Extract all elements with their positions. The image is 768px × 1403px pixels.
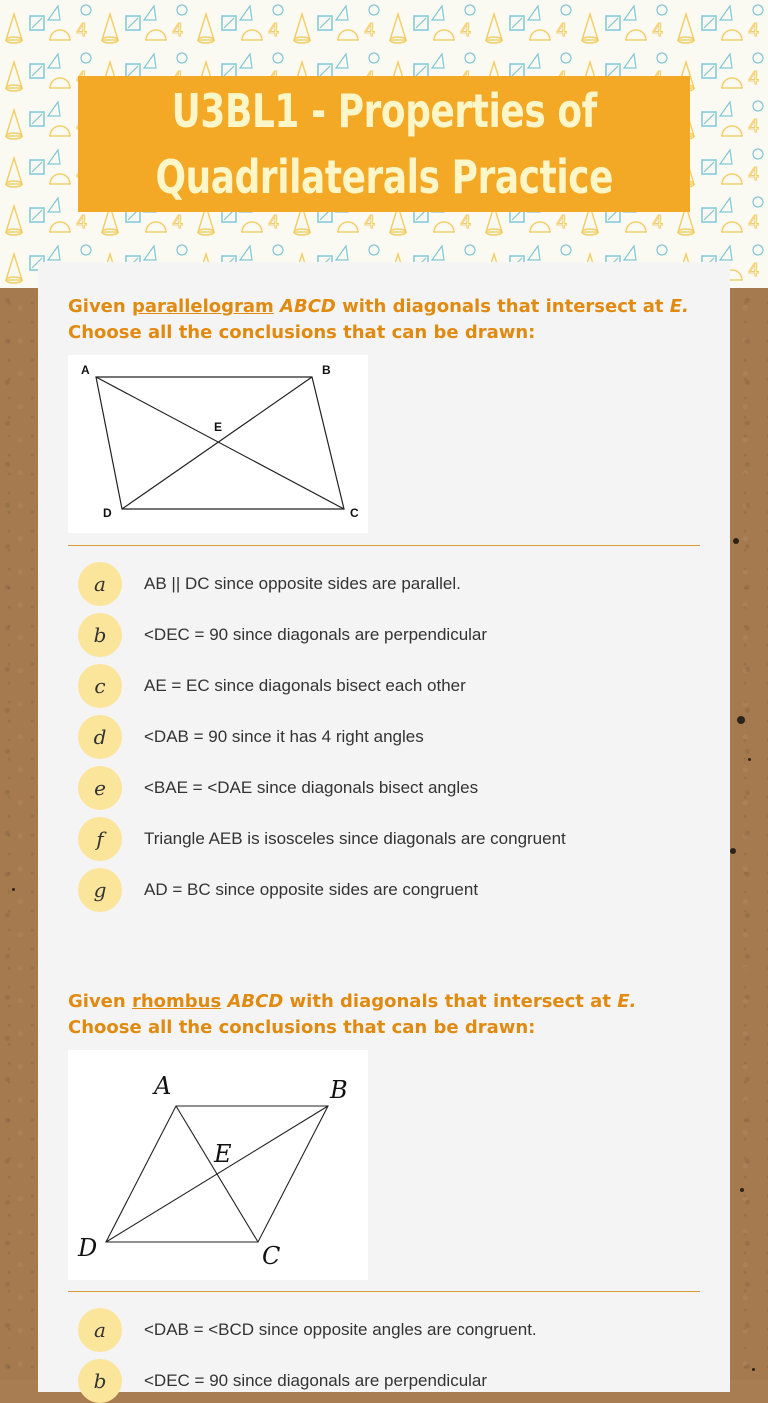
q1-option-b-text: <DEC = 90 since diagonals are perpendicular bbox=[144, 625, 488, 644]
label-d: D bbox=[103, 506, 112, 520]
label-b: B bbox=[322, 363, 331, 377]
diagonal-bd-2 bbox=[106, 1106, 328, 1242]
q2-name: ABCD bbox=[221, 991, 284, 1012]
q1-shape: parallelogram bbox=[131, 296, 274, 317]
title-line-2: Quadrilaterals Practice bbox=[155, 150, 613, 204]
label-c-2: C bbox=[262, 1242, 281, 1270]
q1-option-c-text: AE = EC since diagonals bisect each other bbox=[144, 676, 466, 695]
label-a: A bbox=[81, 363, 90, 377]
label-a-2: A bbox=[154, 1072, 172, 1100]
label-b-2: B bbox=[330, 1076, 348, 1104]
q1-option-c[interactable] bbox=[78, 664, 678, 708]
q1-option-b[interactable] bbox=[78, 613, 678, 657]
q1-option-a[interactable] bbox=[78, 562, 678, 606]
q1-option-f[interactable] bbox=[78, 817, 678, 861]
q1-option-f-text: Triangle AEB is isosceles since diagonals are congruent bbox=[144, 829, 566, 848]
q1-option-d-text: <DAB = 90 since it has 4 right angles bbox=[144, 727, 424, 746]
q1-option-g[interactable] bbox=[78, 868, 678, 912]
q1-option-a-bubble[interactable]: a bbox=[78, 562, 122, 606]
q1-name: ABCD bbox=[273, 296, 336, 317]
page-title bbox=[155, 78, 613, 210]
q1-option-e-bubble[interactable]: e bbox=[78, 766, 122, 810]
q2-shape: rhombus bbox=[131, 991, 222, 1012]
q1-option-d-bubble[interactable]: d bbox=[78, 715, 122, 759]
q2-option-a-text: <DAB = <BCD since opposite angles are congruent. bbox=[144, 1320, 537, 1339]
q2-option-b-text: <DEC = 90 since diagonals are perpendicular bbox=[144, 1371, 488, 1390]
q2-option-a-bubble[interactable]: a bbox=[78, 1308, 122, 1352]
title-line-1: U3BL1 - Properties of bbox=[171, 84, 597, 138]
rhombus-figure bbox=[68, 1050, 368, 1280]
q2-suffix: Choose all the conclusions that can be drawn: bbox=[68, 1017, 536, 1038]
q1-option-e[interactable] bbox=[78, 766, 678, 810]
q2-option-b-bubble[interactable]: b bbox=[78, 1359, 122, 1403]
question-2-divider bbox=[68, 1291, 700, 1292]
q1-option-d[interactable] bbox=[78, 715, 678, 759]
q1-middle: with diagonals that intersect at bbox=[335, 296, 670, 317]
worksheet-card bbox=[38, 262, 730, 1392]
q1-option-e-text: <BAE = <DAE since diagonals bisect angles bbox=[144, 778, 479, 797]
label-c: C bbox=[350, 506, 359, 520]
q2-prefix: Given bbox=[68, 991, 132, 1012]
q2-middle: with diagonals that intersect at bbox=[283, 991, 618, 1012]
q1-option-b-bubble[interactable]: b bbox=[78, 613, 122, 657]
label-e: E bbox=[214, 420, 223, 434]
title-banner bbox=[78, 76, 690, 212]
q1-option-g-text: AD = BC since opposite sides are congruent bbox=[144, 880, 479, 899]
q2-point: E. bbox=[617, 991, 637, 1012]
question-1-divider bbox=[68, 545, 700, 546]
q2-option-b[interactable] bbox=[78, 1359, 678, 1403]
diagonal-bd bbox=[122, 377, 312, 509]
q1-prefix: Given bbox=[68, 296, 132, 317]
q1-option-c-bubble[interactable]: c bbox=[78, 664, 122, 708]
question-2-prompt bbox=[68, 989, 708, 1041]
question-1-prompt bbox=[68, 294, 708, 346]
q1-point: E. bbox=[669, 296, 689, 317]
q1-option-g-bubble[interactable]: g bbox=[78, 868, 122, 912]
q2-option-a[interactable] bbox=[78, 1308, 678, 1352]
q1-option-f-bubble[interactable]: f bbox=[78, 817, 122, 861]
parallelogram-figure bbox=[68, 355, 368, 533]
label-d-2: D bbox=[78, 1234, 98, 1262]
q1-option-a-text: AB || DC since opposite sides are parallel. bbox=[144, 574, 461, 593]
diagonal-ac bbox=[96, 377, 344, 509]
label-e-2: E bbox=[214, 1140, 232, 1168]
q1-suffix: Choose all the conclusions that can be drawn: bbox=[68, 322, 536, 343]
